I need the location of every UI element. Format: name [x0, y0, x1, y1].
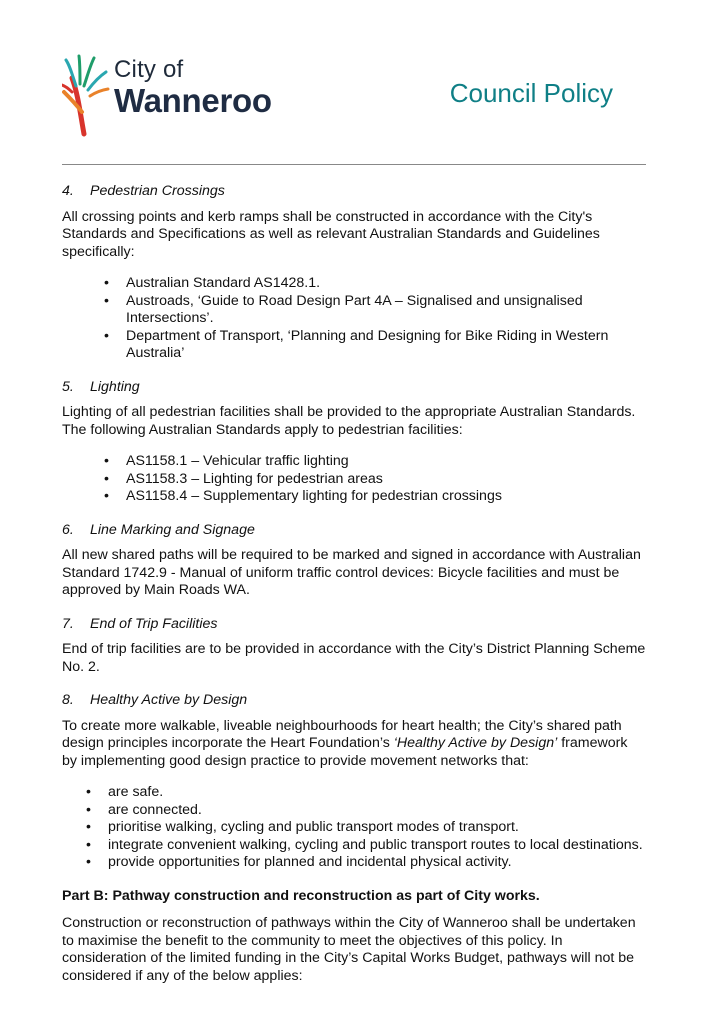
logo-text-city-of: City of: [114, 56, 184, 83]
list-item: • Australian Standard AS1428.1.: [104, 275, 646, 293]
list-item: • Department of Transport, ‘Planning and Designing for Bike Riding in Western Australia’: [104, 328, 646, 363]
section-number: 6.: [62, 521, 74, 538]
part-b-paragraph: Construction or reconstruction of pathways within the City of Wanneroo shall be undertaken to maximise the benefit to the community to meet the objectives of this policy. In consideration of the limited funding in the City’s Capital Works Budget, pathways will not be considered if any of the below applies:: [62, 915, 636, 984]
section-healthy-active: [62, 692, 646, 872]
list-item: • provide opportunities for planned and incidental physical activity.: [86, 854, 646, 872]
section-title: Lighting: [90, 378, 140, 395]
section-number: 5.: [62, 378, 74, 395]
list-item: • AS1158.4 – Supplementary lighting for pedestrian crossings: [104, 488, 646, 506]
list-item: • prioritise walking, cycling and public transport modes of transport.: [86, 819, 646, 837]
section-heading: [62, 692, 646, 710]
section-number: 7.: [62, 615, 74, 632]
section-pedestrian-crossings: [62, 183, 646, 363]
logo-text-wanneroo: Wanneroo: [114, 82, 272, 119]
list-item: • AS1158.1 – Vehicular traffic lighting: [104, 453, 646, 471]
section-paragraph: End of trip facilities are to be provided in accordance with the City’s District Planning Scheme No. 2.: [62, 641, 646, 675]
list-item: • Austroads, ‘Guide to Road Design Part 4A – Signalised and unsignalised Intersections’.: [104, 293, 646, 328]
list-item: • AS1158.3 – Lighting for pedestrian areas: [104, 471, 646, 489]
part-b-heading: Part B: Pathway construction and reconstruction as part of City works.: [62, 887, 540, 904]
city-logo: [62, 52, 292, 138]
section-number: 8.: [62, 692, 74, 708]
paragraph-text: To create more walkable, liveable neighbourhoods for heart health; the City’s shared path design principles incorporate the Heart Foundation’s: [62, 717, 622, 751]
section-line-marking-signage: [62, 522, 646, 600]
list-item: • integrate convenient walking, cycling and public transport routes to local destinations.: [86, 837, 646, 855]
section-title: Line Marking and Signage: [90, 521, 255, 538]
paragraph-text: framework by implementing good design practice to provide movement networks that:: [62, 735, 628, 769]
section-number: 4.: [62, 183, 74, 199]
bullet-list: [104, 453, 646, 506]
page-title: Council Policy: [449, 78, 613, 108]
section-title: End of Trip Facilities: [90, 615, 218, 632]
bullet-list: [86, 784, 646, 872]
section-heading: [62, 522, 646, 540]
section-heading: [62, 379, 646, 397]
section-paragraph: [62, 718, 646, 771]
logo-emblem-icon: [62, 52, 112, 138]
list-item: • are safe.: [86, 784, 646, 802]
list-item: • are connected.: [86, 802, 646, 820]
section-title: Healthy Active by Design: [90, 692, 248, 708]
section-heading: [62, 183, 646, 201]
section-paragraph: All crossing points and kerb ramps shall be constructed in accordance with the City's Standards and Specifications as well as relevant Australian Standards and Guidelines specifically:: [62, 208, 600, 260]
framework-name: ‘Healthy Active by Design’: [393, 735, 558, 751]
document-body: [62, 183, 646, 999]
section-paragraph: All new shared paths will be required to be marked and signed in accordance with Australian Standard 1742.9 - Manual of uniform traffic control devices: Bicycle facilities and must be approved by Main Roads WA.: [62, 547, 641, 598]
bullet-list: [104, 275, 646, 363]
section-lighting: [62, 379, 646, 506]
section-paragraph: Lighting of all pedestrian facilities shall be provided to the appropriate Australian Standards. The following Australian Standards apply to pedestrian facilities:: [62, 404, 636, 438]
section-title: Pedestrian Crossings: [90, 183, 225, 199]
section-end-of-trip: [62, 616, 646, 677]
header-divider: [62, 164, 646, 165]
section-heading: [62, 616, 646, 634]
